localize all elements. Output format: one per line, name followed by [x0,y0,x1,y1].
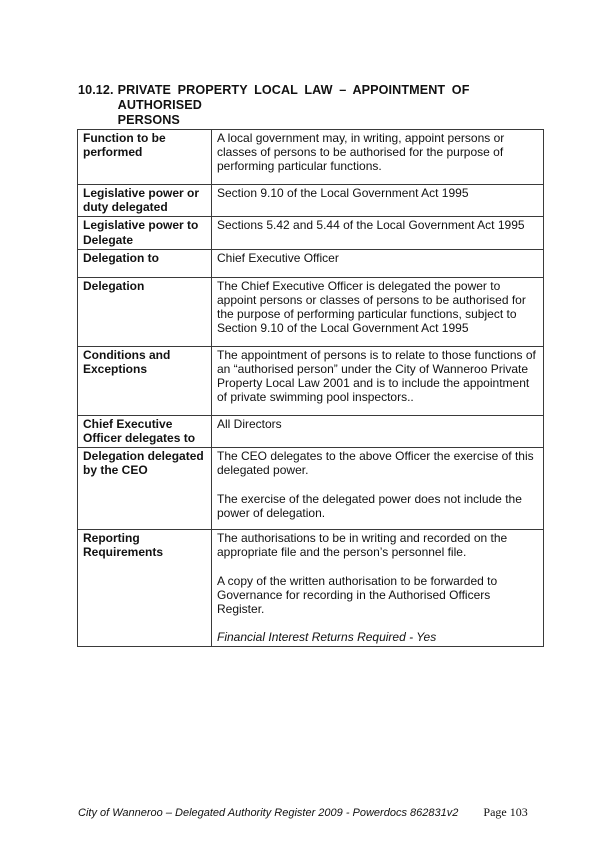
table-row-function [78,130,544,185]
row-label: Reporting Requirements [78,530,212,647]
table-row-delegation [78,277,544,346]
row-label: Legislative power or duty delegated [78,185,212,217]
row-paragraph: The CEO delegates to the above Officer the exercise of this delegated power. [217,449,534,478]
row-value [212,217,544,249]
table-row-conditions [78,346,544,415]
table-row-power-to-delegate [78,217,544,249]
row-label: Conditions and Exceptions [78,346,212,415]
row-label: Legislative power to Delegate [78,217,212,249]
row-value [212,415,544,447]
page-number: Page 103 [483,805,528,819]
section-title-line-2: PERSONS [117,113,180,127]
table-row-delegated-by-ceo [78,448,544,530]
section-heading [78,83,548,128]
row-paragraph: The authorisations to be in writing and recorded on the appropriate file and the person’s personnel file. [217,531,508,560]
table-row-reporting [78,530,544,647]
row-paragraph: A copy of the written authorisation to be forwarded to Governance for recording in the Authorised Officers Register. [217,573,498,617]
row-label: Delegation to [78,249,212,277]
section-number: 10.12. [78,83,114,97]
row-label: Function to be performed [78,130,212,185]
row-paragraph: A local government may, in writing, appoint persons or classes of persons to be authorised for the purpose of performing particular functions. [217,131,505,174]
row-paragraph: Sections 5.42 and 5.44 of the Local Government Act 1995 [217,218,525,233]
row-paragraph: Section 9.10 of the Local Government Act 1995 [217,186,469,200]
table-row-ceo-delegates-to [78,415,544,447]
row-value [212,185,544,217]
section-title-line-1: PRIVATE PROPERTY LOCAL LAW – APPOINTMENT OF AUTHORISED [117,83,470,112]
row-label: Delegation [78,277,212,346]
page-footer [78,805,548,820]
delegation-table [77,129,544,647]
section-title [118,83,548,128]
row-label: Delegation delegated by the CEO [78,448,212,530]
row-value [212,530,544,647]
row-paragraph-financial-interest: Financial Interest Returns Required - Yes [217,630,437,645]
table-row-delegation-to [78,249,544,277]
row-paragraph: Chief Executive Officer [217,250,339,265]
row-paragraph: The exercise of the delegated power does not include the power of delegation. [217,491,522,520]
row-paragraph: All Directors [217,416,282,431]
row-paragraph: The appointment of persons is to relate to those functions of an “authorised person” under the City of Wanneroo Private Property Local Law 2001 and is to include the appointment of private swimming pool inspectors.. [217,347,536,405]
row-value [212,249,544,277]
row-value [212,346,544,415]
row-value [212,448,544,530]
row-value [212,130,544,185]
table-row-legislative-power [78,185,544,217]
footer-text: City of Wanneroo – Delegated Authority Register 2009 - Powerdocs 862831v2 [78,807,459,819]
row-paragraph: The Chief Executive Officer is delegated the power to appoint persons or classes of persons to be authorised for the purpose of performing particular functions, subject to Section 9.10 of the Local Government Act 1995 [217,278,526,336]
row-label: Chief Executive Officer delegates to [78,415,212,447]
row-value [212,277,544,346]
